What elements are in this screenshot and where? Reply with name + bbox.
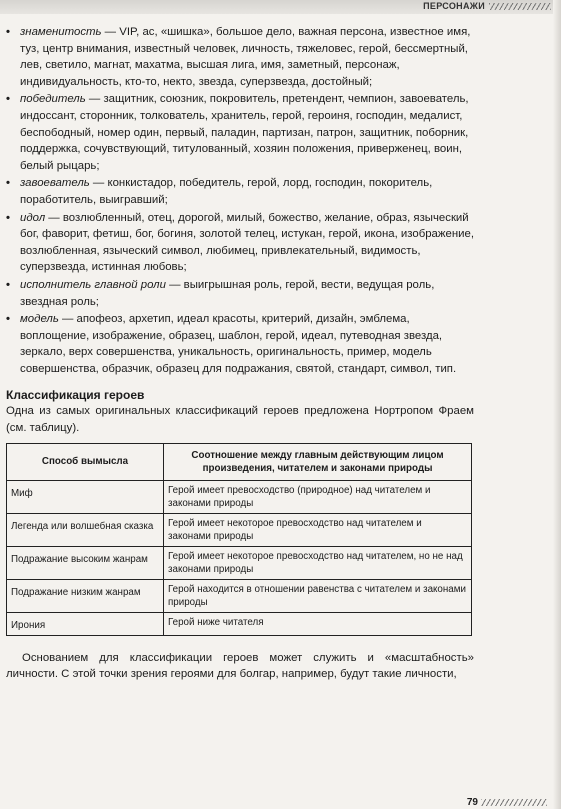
list-item-term: модель [20,313,59,326]
list-item-text: — выигрышная роль, герой, вести, ведущая роль, звездная роль; [20,278,435,308]
bullet-icon: • [6,93,10,106]
main-content [6,24,474,683]
classification-table [6,443,472,636]
section-intro: Одна из самых оригинальных классификаций героев предложена Нортропом Фраем (см. таблицу). [6,405,474,435]
list-item [6,24,474,90]
table-row [7,480,472,513]
table-cell: Герой имеет некоторое превосходство над читателем и законами природы [164,513,472,546]
section-heading: Классификация героев [6,388,145,403]
list-item-text: — апофеоз, архетип, идеал красоты, критерий, дизайн, эмблема, воплощение, изображение, образец, шаблон, герой, идеал, путеводная звезда, зеркало, верх совершенства, уникальность, оригинальность, пример, модель совершенства, образчик, образец для подражания, святой, стандарт, символ, тип. [20,313,457,375]
running-head-title: ПЕРСОНАЖИ [423,1,485,11]
bullet-icon: • [6,278,10,291]
bullet-icon: • [6,313,10,326]
table-row [7,513,472,546]
table-row [7,546,472,579]
bullet-icon: • [6,26,10,38]
running-head [423,1,551,11]
list-item-term: победитель [20,93,86,106]
column-header: Соотношение между главным действующим лицом произведения, читателем и законами природы [164,443,472,480]
table-cell: Герой ниже читателя [164,612,472,635]
hatch-decoration [489,3,551,10]
table-cell: Миф [7,480,164,513]
synonym-list [6,24,474,377]
list-item-term: знаменитость [20,26,102,38]
list-item-text: — конкистадор, победитель, герой, лорд, господин, покоритель, поработитель, выигравший; [20,177,433,206]
list-item-term: исполнитель главной роли [20,278,166,291]
table-cell: Герой находится в отношении равенства с читателем и законами природы [164,579,472,612]
bullet-icon: • [6,211,10,224]
list-item-text: — возлюбленный, отец, дорогой, милый, божество, желание, образ, языческий бог, фаворит, фетиш, бог, богиня, золотой телец, истукан, герой, икона, изображение, возлюбленная, языческий символ, любимец, привлекательный, видимость, суперзвезда, истинная любовь; [20,211,475,274]
list-item-term: идол [20,211,46,224]
closing-paragraph: Основанием для классификации героев может служить и «масштабность» личности. С этой точки зрения героями для болгар, например, будут такие личности, [6,651,474,681]
list-item-term: завоеватель [20,177,90,190]
list-item [6,91,474,174]
page-number: 79 [466,797,478,808]
column-header: Способ вымысла [7,443,164,480]
list-item [6,210,474,276]
table-row [7,612,472,635]
bullet-icon: • [6,177,10,190]
list-item [6,311,474,377]
table-cell: Подражание низким жанрам [7,579,164,612]
table-cell: Герой имеет превосходство (природное) над читателем и законами природы [164,480,472,513]
table-header-row [7,443,472,480]
table-cell: Ирония [7,612,164,635]
table-row [7,579,472,612]
page-folio [467,797,547,808]
table-cell: Легенда или волшебная сказка [7,513,164,546]
table-cell: Герой имеет некоторое превосходство над читателем, но не над законами природы [164,546,472,579]
page-edge-shadow [553,0,561,809]
hatch-decoration [481,799,547,806]
list-item-text: — защитник, союзник, покровитель, претендент, чемпион, завоеватель, индоссант, сторонник, толкователь, хранитель, герой, героиня, господин, медалист, беспободный, номер один, первый, паладин, партизан, патрон, защитник, поборник, поддержка, сочувствующий, титулованный, хозяин положения, приверженец, воин, белый рыцарь; [20,93,469,172]
list-item [6,277,474,310]
list-item-text: — VIP, ас, «шишка», большое дело, важная персона, известное имя, туз, центр внимания, известный человек, личность, тяжеловес, герой, бессмертный, лев, светило, магнат, махатма, высшая лига, имя, заметный, персонаж, индивидуальность, кто-то, некто, звезда, суперзвезда, достойный; [20,26,471,88]
list-item [6,175,474,208]
table-cell: Подражание высоким жанрам [7,546,164,579]
